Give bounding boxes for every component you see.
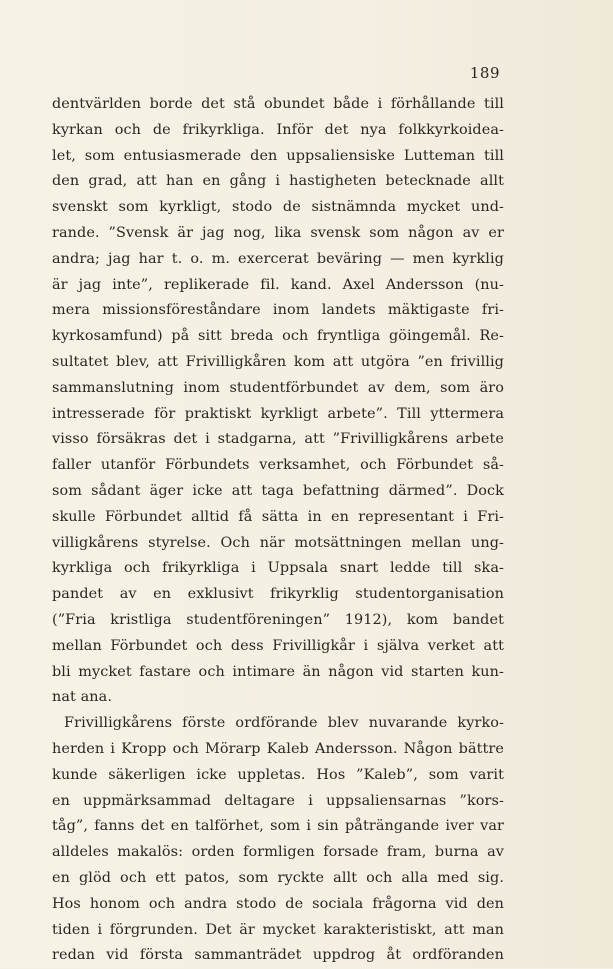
text-line: kyrkosamfund) på sitt breda och fryntliga göingemål. Re- — [52, 328, 504, 345]
text-line: kyrkliga och frikyrkliga i Uppsala snart ledde till ska- — [52, 560, 504, 577]
text-line: intresserade för praktiskt kyrkligt arbete”. Till yttermera — [52, 405, 504, 422]
text-line: rande. ”Svensk är jag nog, lika svensk som någon av er — [52, 224, 504, 241]
text-line: sultatet blev, att Frivilligkåren kom att utgöra ”en frivillig — [52, 353, 504, 370]
text-line: (”Fria kristliga studentföreningen” 1912), kom bandet — [52, 611, 504, 628]
text-line: nat ana. — [52, 689, 113, 706]
text-line: andra; jag har t. o. m. exercerat beväring — men kyrklig — [52, 250, 504, 267]
text-line: herden i Kropp och Mörarp Kaleb Andersson. Någon bättre — [52, 740, 504, 757]
text-line: villigkårens styrelse. Och när motsättningen mellan ung- — [52, 534, 504, 551]
text-line: alldeles makalös: orden formligen forsade fram, burna av — [52, 844, 504, 861]
text-line: Frivilligkårens förste ordförande blev nuvarande kyrko- — [64, 715, 504, 732]
text-line: pandet av en exklusivt frikyrklig studentorganisation — [52, 586, 504, 603]
text-line: let, som entusiasmerade den uppsaliensiske Lutteman till — [52, 147, 504, 164]
text-line: är jag inte”, replikerade fil. kand. Axel Andersson (nu- — [52, 276, 504, 293]
text-line: svenskt som kyrkligt, stodo de sistnämnda mycket und- — [52, 199, 504, 216]
text-line: dentvärlden borde det stå obundet både i förhållande till — [52, 96, 504, 112]
text-line: mera missionsföreståndare inom landets mäktigaste fri- — [52, 302, 504, 319]
text-line: kunde säkerligen icke uppletas. Hos ”Kaleb”, som varit — [52, 766, 504, 783]
text-line: sammanslutning inom studentförbundet av dem, som äro — [52, 379, 504, 396]
text-line: redan vid första sammanträdet uppdrog åt ordföranden — [52, 947, 504, 964]
text-line: den grad, att han en gång i hastigheten betecknade allt — [52, 173, 504, 190]
text-line: tåg”, fanns det en talförhet, som i sin påträngande iver var — [52, 818, 504, 835]
text-line: visso försäkras det i stadgarna, att ”Frivilligkårens arbete — [52, 431, 504, 448]
text-line: Hos honom och andra stodo de sociala frågorna vid den — [52, 895, 504, 912]
text-line: kyrkan och de frikyrkliga. Inför det nya folkkyrkoidea- — [52, 121, 504, 138]
text-line: mellan Förbundet och dess Frivilligkår i själva verket att — [52, 637, 504, 654]
text-line: en glöd och ett patos, som ryckte allt och alla med sig. — [52, 869, 504, 886]
text-line: faller utanför Förbundets verksamhet, och Förbundet så- — [52, 457, 504, 474]
text-line: bli mycket fastare och intimare än någon vid starten kun- — [52, 663, 504, 680]
text-line: som sådant äger icke att taga befattning därmed”. Dock — [52, 482, 504, 499]
text-line: skulle Förbundet alltid få sätta in en representant i Fri- — [52, 508, 504, 525]
body-text — [52, 92, 504, 969]
text-line: tiden i förgrunden. Det är mycket karakteristiskt, att man — [52, 921, 504, 938]
page-number: 189 — [469, 64, 500, 82]
text-line: en uppmärksammad deltagare i uppsaliensarnas ”kors- — [52, 792, 504, 809]
